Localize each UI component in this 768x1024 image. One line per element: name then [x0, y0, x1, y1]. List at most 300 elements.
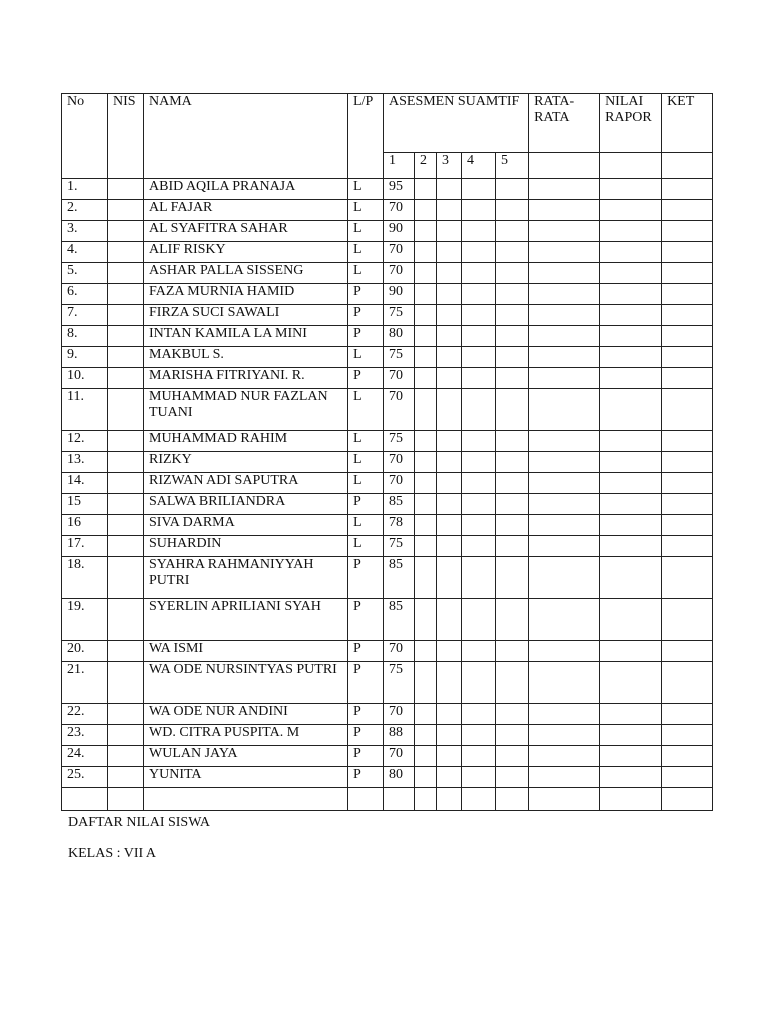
cell-nilai-rapor	[600, 725, 662, 746]
cell-nilai-rapor	[600, 347, 662, 368]
cell-lp: L	[348, 221, 384, 242]
cell-rata-rata	[529, 221, 600, 242]
cell-rata-rata	[529, 746, 600, 767]
cell-score-1: 70	[384, 704, 415, 725]
cell-score-3	[437, 368, 462, 389]
empty-cell	[144, 788, 348, 811]
cell-nis	[108, 599, 144, 641]
cell-nis	[108, 347, 144, 368]
cell-score-3	[437, 347, 462, 368]
cell-nis	[108, 284, 144, 305]
cell-score-5	[496, 662, 529, 704]
cell-nis	[108, 179, 144, 200]
header-nama: NAMA	[144, 94, 348, 179]
cell-score-3	[437, 725, 462, 746]
cell-score-1: 75	[384, 662, 415, 704]
cell-score-4	[462, 452, 496, 473]
empty-cell	[600, 788, 662, 811]
cell-score-4	[462, 746, 496, 767]
cell-score-4	[462, 284, 496, 305]
cell-nama: SUHARDIN	[144, 536, 348, 557]
cell-score-2	[415, 389, 437, 431]
cell-score-4	[462, 200, 496, 221]
table-row	[62, 557, 713, 599]
table-row	[62, 179, 713, 200]
cell-ket	[662, 767, 713, 788]
cell-rata-rata	[529, 662, 600, 704]
header-sub-4: 4	[462, 153, 496, 179]
cell-score-4	[462, 221, 496, 242]
cell-no: 13.	[62, 452, 108, 473]
cell-rata-rata	[529, 452, 600, 473]
cell-nama: ALIF RISKY	[144, 242, 348, 263]
document-title: DAFTAR NILAI SISWA	[68, 815, 210, 830]
cell-score-4	[462, 179, 496, 200]
cell-score-5	[496, 326, 529, 347]
table-row	[62, 725, 713, 746]
cell-score-4	[462, 326, 496, 347]
cell-score-1: 70	[384, 368, 415, 389]
cell-ket	[662, 305, 713, 326]
cell-ket	[662, 368, 713, 389]
cell-score-4	[462, 431, 496, 452]
cell-ket	[662, 746, 713, 767]
table-row	[62, 641, 713, 662]
cell-lp: P	[348, 494, 384, 515]
cell-nis	[108, 536, 144, 557]
cell-no: 24.	[62, 746, 108, 767]
cell-score-2	[415, 557, 437, 599]
table-body	[62, 179, 713, 811]
table-row	[62, 452, 713, 473]
cell-score-1: 80	[384, 326, 415, 347]
cell-lp: L	[348, 473, 384, 494]
cell-nis	[108, 641, 144, 662]
cell-score-3	[437, 452, 462, 473]
cell-nis	[108, 515, 144, 536]
cell-score-2	[415, 305, 437, 326]
cell-score-1: 70	[384, 263, 415, 284]
cell-nama: AL SYAFITRA SAHAR	[144, 221, 348, 242]
header-lp: L/P	[348, 94, 384, 179]
empty-cell	[108, 788, 144, 811]
cell-score-2	[415, 494, 437, 515]
cell-no: 17.	[62, 536, 108, 557]
cell-score-5	[496, 284, 529, 305]
cell-nilai-rapor	[600, 704, 662, 725]
cell-lp: L	[348, 452, 384, 473]
cell-nama: MUHAMMAD RAHIM	[144, 431, 348, 452]
cell-nis	[108, 200, 144, 221]
cell-no: 8.	[62, 326, 108, 347]
cell-ket	[662, 704, 713, 725]
cell-nilai-rapor	[600, 326, 662, 347]
header-sub-3: 3	[437, 153, 462, 179]
cell-nilai-rapor	[600, 641, 662, 662]
cell-ket	[662, 389, 713, 431]
cell-nama: MUHAMMAD NUR FAZLAN TUANI	[144, 389, 348, 431]
cell-nis	[108, 326, 144, 347]
cell-lp: P	[348, 326, 384, 347]
cell-nilai-rapor	[600, 368, 662, 389]
cell-score-2	[415, 641, 437, 662]
empty-cell	[662, 788, 713, 811]
cell-lp: L	[348, 179, 384, 200]
cell-rata-rata	[529, 347, 600, 368]
cell-score-4	[462, 473, 496, 494]
cell-ket	[662, 725, 713, 746]
cell-score-1: 75	[384, 536, 415, 557]
cell-score-2	[415, 263, 437, 284]
cell-nama: INTAN KAMILA LA MINI	[144, 326, 348, 347]
cell-score-3	[437, 179, 462, 200]
cell-no: 25.	[62, 767, 108, 788]
cell-score-4	[462, 767, 496, 788]
cell-nis	[108, 767, 144, 788]
table-row	[62, 494, 713, 515]
cell-score-1: 70	[384, 389, 415, 431]
cell-no: 4.	[62, 242, 108, 263]
header-ket: KET	[662, 94, 713, 153]
cell-rata-rata	[529, 284, 600, 305]
cell-score-4	[462, 242, 496, 263]
cell-rata-rata	[529, 431, 600, 452]
table-header	[62, 94, 713, 179]
cell-nis	[108, 389, 144, 431]
cell-score-5	[496, 557, 529, 599]
empty-cell	[415, 788, 437, 811]
cell-rata-rata	[529, 263, 600, 284]
cell-nama: RIZWAN ADI SAPUTRA	[144, 473, 348, 494]
cell-rata-rata	[529, 725, 600, 746]
cell-nama: WA ODE NUR ANDINI	[144, 704, 348, 725]
cell-lp: P	[348, 725, 384, 746]
header-sub-1: 1	[384, 153, 415, 179]
cell-score-5	[496, 305, 529, 326]
cell-score-3	[437, 746, 462, 767]
cell-score-2	[415, 221, 437, 242]
cell-nama: AL FAJAR	[144, 200, 348, 221]
table-row-empty	[62, 788, 713, 811]
cell-ket	[662, 494, 713, 515]
cell-score-5	[496, 263, 529, 284]
cell-nama: WA ISMI	[144, 641, 348, 662]
empty-cell	[462, 788, 496, 811]
cell-score-3	[437, 221, 462, 242]
cell-score-5	[496, 599, 529, 641]
cell-nama: SYERLIN APRILIANI SYAH	[144, 599, 348, 641]
cell-ket	[662, 641, 713, 662]
cell-score-1: 95	[384, 179, 415, 200]
table-row	[62, 431, 713, 452]
cell-lp: L	[348, 431, 384, 452]
header-asesmen: ASESMEN SUAMTIF	[384, 94, 529, 153]
cell-score-4	[462, 494, 496, 515]
cell-nis	[108, 725, 144, 746]
cell-nama: SALWA BRILIANDRA	[144, 494, 348, 515]
cell-lp: P	[348, 746, 384, 767]
cell-no: 2.	[62, 200, 108, 221]
header-nis: NIS	[108, 94, 144, 179]
table-row	[62, 326, 713, 347]
cell-nilai-rapor	[600, 179, 662, 200]
cell-nama: MARISHA FITRIYANI. R.	[144, 368, 348, 389]
table-row	[62, 263, 713, 284]
cell-score-3	[437, 704, 462, 725]
cell-no: 18.	[62, 557, 108, 599]
table-row	[62, 284, 713, 305]
cell-lp: P	[348, 767, 384, 788]
cell-nilai-rapor	[600, 242, 662, 263]
cell-score-1: 70	[384, 473, 415, 494]
cell-score-4	[462, 536, 496, 557]
empty-cell	[437, 788, 462, 811]
cell-score-3	[437, 662, 462, 704]
cell-ket	[662, 221, 713, 242]
cell-score-4	[462, 368, 496, 389]
cell-score-2	[415, 536, 437, 557]
cell-score-1: 88	[384, 725, 415, 746]
cell-no: 5.	[62, 263, 108, 284]
cell-nama: ABID AQILA PRANAJA	[144, 179, 348, 200]
cell-ket	[662, 515, 713, 536]
grades-table	[61, 93, 713, 811]
cell-lp: L	[348, 263, 384, 284]
table-row	[62, 305, 713, 326]
cell-rata-rata	[529, 767, 600, 788]
cell-score-1: 85	[384, 557, 415, 599]
cell-nis	[108, 452, 144, 473]
cell-nis	[108, 221, 144, 242]
cell-score-2	[415, 473, 437, 494]
cell-nama: WULAN JAYA	[144, 746, 348, 767]
cell-ket	[662, 284, 713, 305]
cell-ket	[662, 179, 713, 200]
cell-no: 15	[62, 494, 108, 515]
cell-rata-rata	[529, 368, 600, 389]
cell-ket	[662, 599, 713, 641]
cell-score-4	[462, 263, 496, 284]
cell-score-2	[415, 431, 437, 452]
cell-nilai-rapor	[600, 200, 662, 221]
class-label: KELAS : VII A	[68, 846, 157, 861]
cell-score-2	[415, 725, 437, 746]
cell-rata-rata	[529, 704, 600, 725]
cell-score-5	[496, 746, 529, 767]
cell-score-3	[437, 536, 462, 557]
cell-nilai-rapor	[600, 767, 662, 788]
table-row	[62, 389, 713, 431]
cell-score-5	[496, 431, 529, 452]
cell-score-3	[437, 641, 462, 662]
cell-nis	[108, 746, 144, 767]
cell-score-3	[437, 284, 462, 305]
cell-score-2	[415, 326, 437, 347]
cell-nis	[108, 242, 144, 263]
cell-rata-rata	[529, 557, 600, 599]
cell-lp: P	[348, 599, 384, 641]
cell-nilai-rapor	[600, 473, 662, 494]
cell-nama: ASHAR PALLA SISSENG	[144, 263, 348, 284]
empty-cell	[529, 788, 600, 811]
cell-nis	[108, 431, 144, 452]
cell-score-3	[437, 767, 462, 788]
cell-nis	[108, 662, 144, 704]
cell-lp: L	[348, 347, 384, 368]
table-row	[62, 599, 713, 641]
cell-score-5	[496, 515, 529, 536]
cell-lp: L	[348, 242, 384, 263]
cell-no: 6.	[62, 284, 108, 305]
cell-score-3	[437, 263, 462, 284]
cell-score-1: 85	[384, 599, 415, 641]
cell-score-5	[496, 704, 529, 725]
cell-score-3	[437, 599, 462, 641]
cell-rata-rata	[529, 536, 600, 557]
cell-no: 14.	[62, 473, 108, 494]
cell-ket	[662, 557, 713, 599]
cell-rata-rata	[529, 179, 600, 200]
cell-lp: L	[348, 536, 384, 557]
header-ket-blank	[662, 153, 713, 179]
cell-score-4	[462, 515, 496, 536]
cell-lp: P	[348, 662, 384, 704]
table-row	[62, 767, 713, 788]
cell-score-5	[496, 473, 529, 494]
table-row	[62, 662, 713, 704]
cell-nama: WD. CITRA PUSPITA. M	[144, 725, 348, 746]
cell-score-5	[496, 767, 529, 788]
cell-score-5	[496, 242, 529, 263]
cell-score-5	[496, 494, 529, 515]
header-rapor-blank	[600, 153, 662, 179]
cell-score-1: 70	[384, 242, 415, 263]
cell-score-2	[415, 662, 437, 704]
header-sub-5: 5	[496, 153, 529, 179]
cell-score-4	[462, 389, 496, 431]
cell-nilai-rapor	[600, 221, 662, 242]
cell-score-3	[437, 473, 462, 494]
cell-nis	[108, 494, 144, 515]
cell-score-2	[415, 200, 437, 221]
cell-no: 3.	[62, 221, 108, 242]
cell-nilai-rapor	[600, 305, 662, 326]
table-row	[62, 221, 713, 242]
cell-no: 23.	[62, 725, 108, 746]
cell-nama: MAKBUL S.	[144, 347, 348, 368]
cell-score-2	[415, 767, 437, 788]
cell-lp: P	[348, 704, 384, 725]
cell-rata-rata	[529, 326, 600, 347]
cell-no: 9.	[62, 347, 108, 368]
cell-score-5	[496, 179, 529, 200]
cell-ket	[662, 347, 713, 368]
cell-score-1: 78	[384, 515, 415, 536]
cell-no: 16	[62, 515, 108, 536]
cell-score-4	[462, 641, 496, 662]
cell-score-2	[415, 347, 437, 368]
cell-rata-rata	[529, 200, 600, 221]
cell-score-2	[415, 284, 437, 305]
cell-nilai-rapor	[600, 536, 662, 557]
cell-score-2	[415, 179, 437, 200]
cell-score-5	[496, 368, 529, 389]
cell-score-2	[415, 452, 437, 473]
cell-score-2	[415, 746, 437, 767]
cell-score-4	[462, 662, 496, 704]
table-row	[62, 746, 713, 767]
cell-ket	[662, 200, 713, 221]
header-rata-rata: RATA-RATA	[529, 94, 600, 153]
cell-lp: P	[348, 368, 384, 389]
table-row	[62, 368, 713, 389]
cell-score-2	[415, 599, 437, 641]
empty-cell	[62, 788, 108, 811]
cell-score-5	[496, 536, 529, 557]
cell-no: 19.	[62, 599, 108, 641]
cell-score-3	[437, 494, 462, 515]
cell-ket	[662, 242, 713, 263]
cell-ket	[662, 473, 713, 494]
cell-nilai-rapor	[600, 263, 662, 284]
cell-score-5	[496, 389, 529, 431]
cell-score-2	[415, 368, 437, 389]
cell-nis	[108, 473, 144, 494]
cell-rata-rata	[529, 494, 600, 515]
cell-no: 20.	[62, 641, 108, 662]
cell-score-2	[415, 704, 437, 725]
header-no: No	[62, 94, 108, 179]
cell-rata-rata	[529, 473, 600, 494]
cell-nis	[108, 368, 144, 389]
cell-score-1: 70	[384, 641, 415, 662]
cell-nis	[108, 557, 144, 599]
cell-score-3	[437, 305, 462, 326]
cell-lp: P	[348, 641, 384, 662]
cell-score-2	[415, 242, 437, 263]
cell-score-5	[496, 221, 529, 242]
table-row	[62, 200, 713, 221]
cell-nama: FAZA MURNIA HAMID	[144, 284, 348, 305]
table-row	[62, 704, 713, 725]
cell-score-3	[437, 515, 462, 536]
cell-score-4	[462, 599, 496, 641]
cell-score-1: 90	[384, 221, 415, 242]
cell-nilai-rapor	[600, 599, 662, 641]
cell-score-5	[496, 347, 529, 368]
cell-rata-rata	[529, 389, 600, 431]
cell-ket	[662, 536, 713, 557]
cell-nilai-rapor	[600, 746, 662, 767]
cell-no: 1.	[62, 179, 108, 200]
cell-score-3	[437, 431, 462, 452]
cell-nis	[108, 704, 144, 725]
table-row	[62, 473, 713, 494]
cell-score-1: 70	[384, 200, 415, 221]
cell-ket	[662, 431, 713, 452]
table-row	[62, 242, 713, 263]
cell-score-1: 80	[384, 767, 415, 788]
cell-score-4	[462, 704, 496, 725]
cell-score-1: 90	[384, 284, 415, 305]
cell-score-4	[462, 725, 496, 746]
cell-nama: RIZKY	[144, 452, 348, 473]
cell-no: 10.	[62, 368, 108, 389]
cell-lp: P	[348, 557, 384, 599]
cell-lp: L	[348, 515, 384, 536]
cell-rata-rata	[529, 599, 600, 641]
cell-nama: WA ODE NURSINTYAS PUTRI	[144, 662, 348, 704]
